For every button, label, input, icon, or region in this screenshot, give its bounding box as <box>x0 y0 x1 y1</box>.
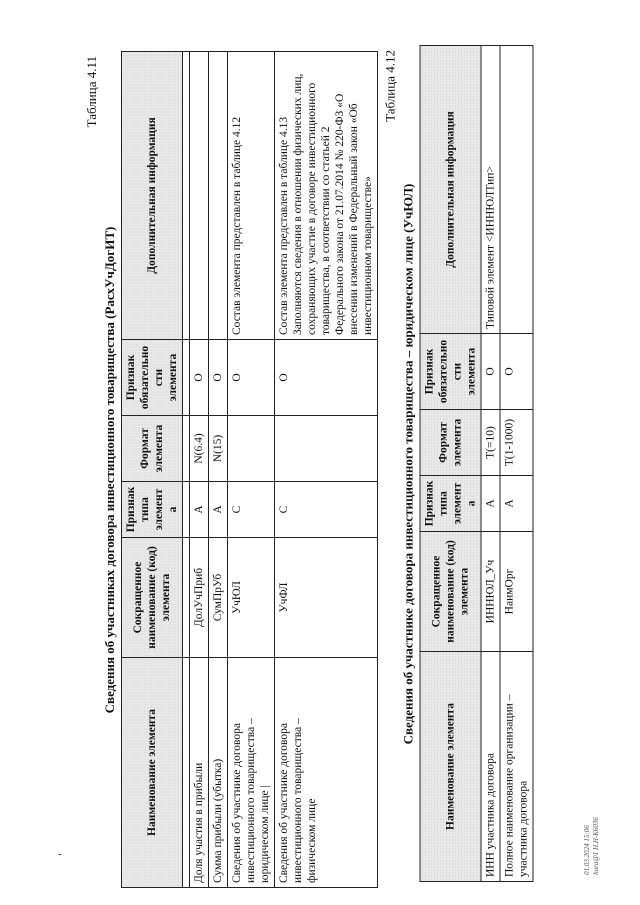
table-row <box>209 52 228 888</box>
header-required: Признак обязательности элемента <box>420 334 481 410</box>
cell-name: Полное наименование организации – участника договора <box>500 652 533 882</box>
cell-info: Состав элемента представлен в таблице 4.13 Заполняются сведения в отношении физических лиц, сохраняющих участие в договоре инвестиционного товарищества, в соответствии со статьей 2 Федерального закона от 21.07.2014 № 220-ФЗ «О внесении изменений в Федеральный закон «Об инвестиционном товариществе» <box>275 52 378 340</box>
corner-mark: - <box>58 848 62 860</box>
table-row <box>481 46 500 882</box>
cell-required: О <box>500 334 533 410</box>
cell-format <box>228 416 275 482</box>
cell-required: О <box>228 340 275 416</box>
cell-required: О <box>275 340 378 416</box>
cell-code: НаимОрг <box>500 532 533 652</box>
cell-info <box>209 52 228 340</box>
header-type: Признак типа элемента <box>420 476 481 532</box>
table-row <box>228 52 275 888</box>
header-format: Формат элемента <box>420 410 481 476</box>
cell-type: А <box>481 476 500 532</box>
cell-code: ИННЮЛ_Уч <box>481 532 500 652</box>
cell-name: Сведения об участнике договора инвестиционного товарищества – физическом лице <box>275 658 378 888</box>
table-4-11-block <box>84 52 378 888</box>
stamp-id: hara@1 Н.Н-К6036 <box>592 817 600 875</box>
cell-code: ДолУчПриб <box>190 538 209 658</box>
table-title: Сведения об участнике договора инвестиционного товарищества – юридическом лице (УчЮЛ) <box>400 183 416 745</box>
cell-type: А <box>500 476 533 532</box>
header-additional-info: Дополнительная информация <box>420 46 481 334</box>
table-header-row <box>420 46 481 882</box>
table-row <box>500 46 533 882</box>
document-stamp <box>583 817 601 875</box>
cell-name: Сведения об участнике договора инвестиционного товарищества – юридическом лице | <box>228 658 275 888</box>
cell-format <box>275 416 378 482</box>
header-type: Признак типа элемента <box>122 482 183 538</box>
table-label: Таблица 4.11 <box>84 56 99 128</box>
cell-required: О <box>209 340 228 416</box>
cell-format: T(1-1000) <box>500 410 533 476</box>
cell-type: С <box>228 482 275 538</box>
cell-name: Сумма прибыли (убытка) <box>209 658 228 888</box>
cell-type: А <box>190 482 209 538</box>
header-element-name: Наименование элемента <box>122 658 183 888</box>
cell-required: О <box>481 334 500 410</box>
cell-info <box>500 46 533 334</box>
column-number-row <box>183 52 190 888</box>
header-format: Формат элемента <box>122 416 183 482</box>
cell-name: Доля участия в прибыли <box>190 658 209 888</box>
table-title: Сведения об участниках договора инвестиционного товарищества (РасхУчДогИТ) <box>102 226 117 714</box>
header-short-name: Сокращенное наименование (код) элемента <box>122 538 183 658</box>
cell-type: А <box>209 482 228 538</box>
header-short-name: Сокращенное наименование (код) элемента <box>420 532 481 652</box>
cell-code: УчФЛ <box>275 538 378 658</box>
header-required: Признак обязательности элемента <box>122 340 183 416</box>
cell-info: Типовой элемент <ИННЮЛТип> <box>481 46 500 334</box>
table-4-11 <box>121 51 378 888</box>
header-additional-info: Дополнительная информация <box>122 52 183 340</box>
table-label: Таблица 4.12 <box>382 50 398 122</box>
cell-info: Состав элемента представлен в таблице 4.12 <box>228 52 275 340</box>
table-row <box>275 52 378 888</box>
cell-code: УчЮЛ <box>228 538 275 658</box>
cell-required: О <box>190 340 209 416</box>
cell-type: С <box>275 482 378 538</box>
table-4-12-block <box>383 46 534 882</box>
header-element-name: Наименование элемента <box>420 652 481 882</box>
table-row <box>190 52 209 888</box>
cell-code: СумПрУб <box>209 538 228 658</box>
stamp-date: 01.03.2024 15:06 <box>583 825 591 875</box>
table-4-12 <box>420 45 534 882</box>
cell-format: T(=10) <box>481 410 500 476</box>
cell-name: ИНН участника договора <box>481 652 500 882</box>
cell-info <box>190 52 209 340</box>
cell-format: N(15) <box>209 416 228 482</box>
cell-format: N(6.4) <box>190 416 209 482</box>
table-header-row <box>122 52 183 888</box>
